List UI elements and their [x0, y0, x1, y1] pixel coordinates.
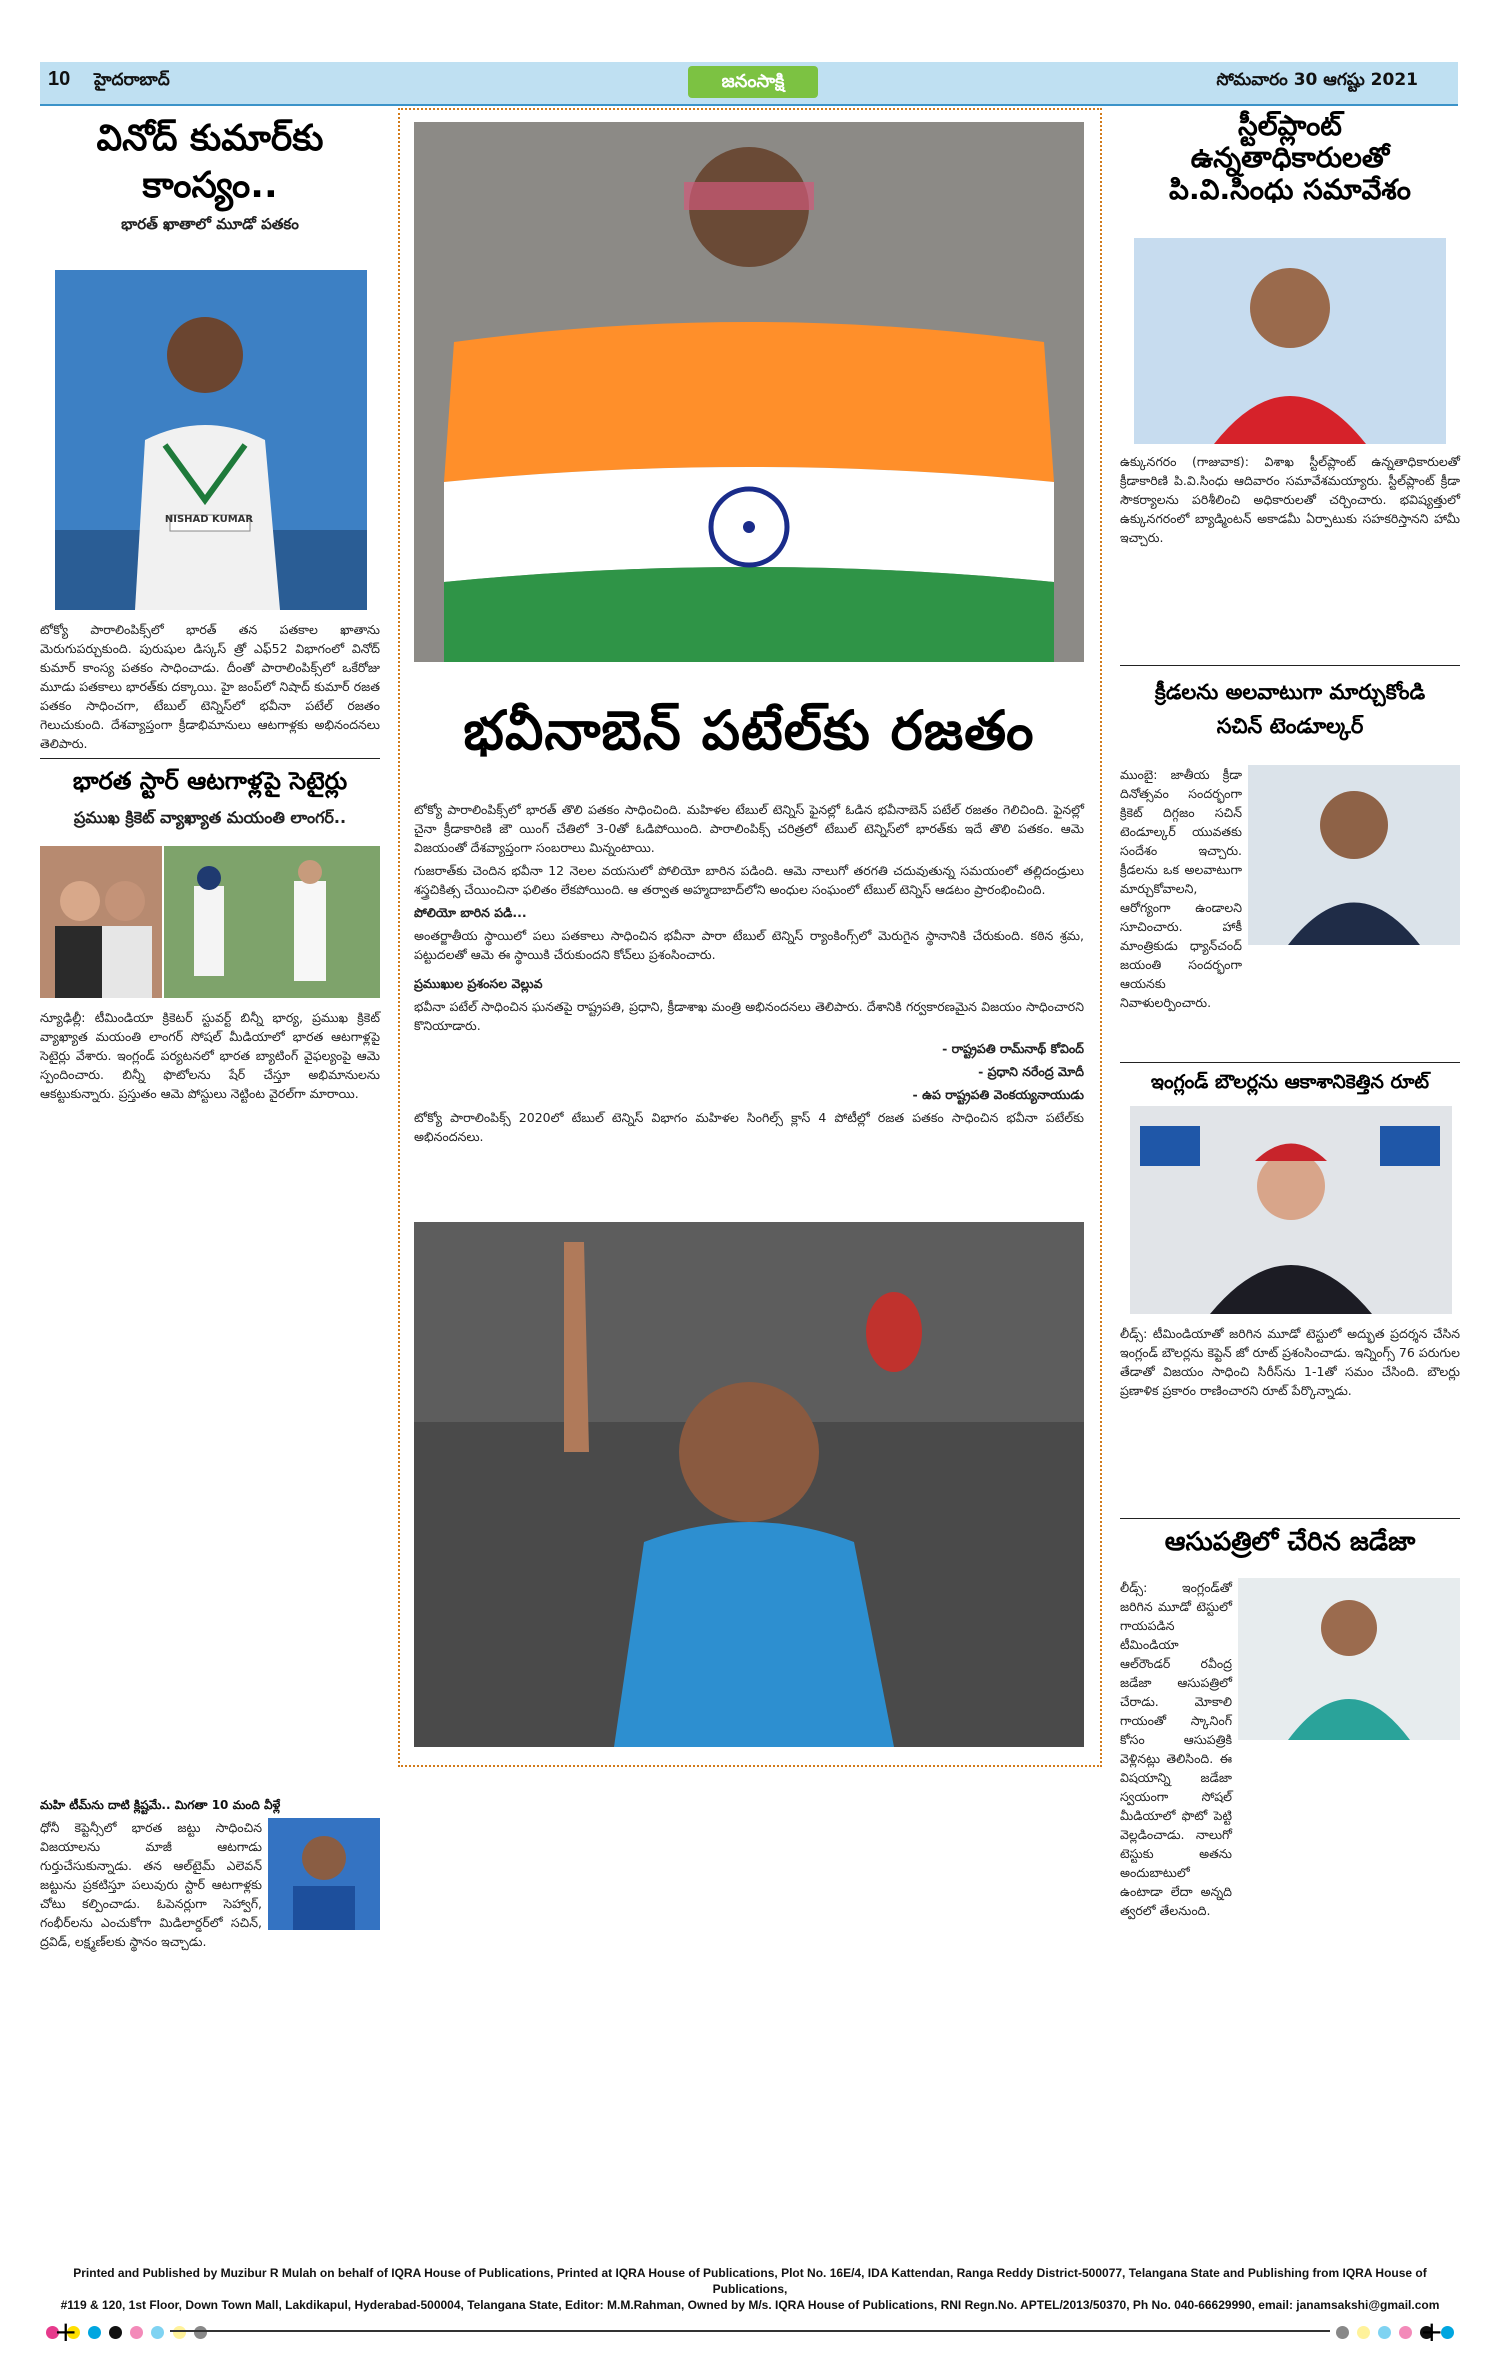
flag-illustration [414, 122, 1084, 662]
center-para3: అంతర్జాతీయ స్థాయిలో పలు పతకాలు సాధించిన భవీనా పారా టేబుల్ టెన్నిస్ ర్యాంకింగ్స్‌లో మెరుగైన స్థానానికి చేరుకుంది. కఠిన శ్రమ, పట్టుదలతో ఆమె ఈ స్థాయికి చేరుకుందని కోచ్‌లు ప్రశంసించారు. [414, 928, 1084, 962]
celebration-illustration [414, 1222, 1084, 1747]
pink-dot [1399, 2326, 1412, 2339]
quote3-attribution: - ఉప రాష్ట్రపతి వెంకయ్యనాయుడు [912, 1087, 1084, 1102]
sub-story-body: ధోనీ కెప్టెన్సీలో భారత జట్టు సాధించిన విజయాలను మాజీ ఆటగాడు గుర్తుచేసుకున్నాడు. తన ఆల్‌టైమ్ ఎలెవన్ జట్టును ప్రకటిస్తూ పలువురు స్టార్ ఆటగాళ్లకు చోటు కల్పించాడు. ఓపెనర్లుగా సెహ్వాగ్, గంభీర్‌లను ఎంచుకోగా మిడిలార్డర్‌లో సచిన్, ద్రవిడ్, లక్ష్మణ్‌లకు స్థానం ఇచ్చాడు. [40, 1820, 262, 1949]
section-divider [1120, 665, 1460, 666]
bhavina-flag-photo [414, 122, 1084, 662]
quote1-attribution: - రాష్ట్రపతి రామ్‌నాథ్ కోవింద్ [942, 1041, 1084, 1056]
pv-sindhu-photo [1134, 238, 1446, 444]
cricket-match-photo [164, 846, 380, 998]
sachin-body-left: ముంబై: జాతీయ క్రీడా దినోత్సవం సందర్భంగా క్రికెట్ దిగ్గజం సచిన్ టెండూల్కర్ యువతకు సందేశం ఇచ్చారు. క్రీడలను ఒక అలవాటుగా మార్చుకోవాలని, ఆరోగ్యంగా ఉండాలని సూచించారు. హాకీ మాంత్రికుడు ధ్యాన్‌చంద్ జయంతి సందర్భంగా ఆయనకు నివాళులర్పించారు. [1120, 767, 1242, 1010]
light-yellow-dot [1357, 2326, 1370, 2339]
sachin-headline-line1: క్రీడలను అలవాటుగా మార్చుకోండి [1154, 680, 1426, 704]
root-body: లీడ్స్: టీమిండియాతో జరిగిన మూడో టెస్టులో అద్భుత ప్రదర్శన చేసిన ఇంగ్లండ్ బౌలర్లను కెప్టెన్ జో రూట్ ప్రశంసించాడు. ఇన్నింగ్స్ 76 పరుగుల తేడాతో విజయం సాధించి సిరీస్‌ను 1-1తో సమం చేసింది. బౌలర్లు ప్రణాళిక ప్రకారం రాణించారని రూట్ పేర్కొన్నాడు. [1120, 1326, 1460, 1398]
sindhu-headline-line1: స్టీల్‌ప్లాంట్ [1238, 109, 1342, 142]
jadeja-photo [1238, 1578, 1460, 1740]
quotes-title: ప్రముఖుల ప్రశంసల వెల్లువ [414, 976, 543, 991]
section-divider [1120, 1518, 1460, 1519]
light-cyan-dot [1378, 2326, 1391, 2339]
quotes-body: భవీనా పటేల్ సాధించిన ఘనతపై రాష్ట్రపతి, ప్రధాని, క్రీడాశాఖ మంత్రి అభినందనలు తెలిపారు. దేశానికి గర్వకారణమైన విజయం సాధించారని కొనియాడారు. [414, 999, 1084, 1033]
couple-illustration [40, 846, 162, 998]
jadeja-headline: ఆసుపత్రిలో చేరిన జడేజా [1164, 1527, 1416, 1557]
sindhu-headline-line3: పి.వి.సింధు సమావేశం [1169, 173, 1411, 207]
left-column [40, 118, 380, 1949]
center-para1: టోక్యో పారాలింపిక్స్‌లో భారత్ తొలి పతకం సాధించింది. మహిళల టేబుల్ టెన్నిస్ ఫైనల్లో ఓడిన భవీనాబెన్ పటేల్ రజతం గెలిచింది. ఫైనల్లో చైనా క్రీడాకారిణి జౌ యింగ్ చేతిలో 3-0తో ఓడిపోయింది. పారాలింపిక్స్ చరిత్రలో టేబుల్ టెన్నిస్‌లో భారత్‌కు ఇదే తొలి పతకం. ఆమె విజయంతో దేశవ్యాప్తంగా సంబరాలు మిన్నంటాయి. [414, 802, 1084, 855]
sindhu-body: ఉక్కునగరం (గాజువాక): విశాఖ స్టీల్‌ప్లాంట్ ఉన్నతాధికారులతో క్రీడాకారిణి పి.వి.సింధు ఆదివారం సమావేశమయ్యారు. స్టీల్‌ప్లాంట్ క్రీడా సౌకర్యాలను పరిశీలించి అధికారులతో చర్చించారు. భవిష్యత్తులో ఉక్కునగరంలో బ్యాడ్మింటన్ అకాడమీ ఏర్పాటుకు సహకరిస్తానని హామీ ఇచ్చారు. [1120, 454, 1460, 545]
story2-subhead: ప్రముఖ క్రికెట్ వ్యాఖ్యాత మయంతి లాంగర్.. [73, 808, 347, 827]
center-section-title: పోలియో బారిన పడి... [414, 905, 527, 920]
dhoni-photo [268, 1818, 380, 1930]
page-number: 10 [48, 68, 71, 90]
cyan-dot [88, 2326, 101, 2339]
athlete-illustration [55, 270, 367, 610]
center-body [414, 800, 1084, 1150]
grey-dot [1336, 2326, 1349, 2339]
right-column [1120, 109, 1460, 1918]
grey-dot [194, 2326, 207, 2339]
story1-body: టోక్యో పారాలింపిక్స్‌లో భారత్ తన పతకాల ఖాతాను మెరుగుపర్చుకుంది. పురుషుల డిస్కస్ త్రో ఎఫ్52 విభాగంలో వినోద్ కుమార్ కాంస్య పతకం సాధించాడు. దీంతో పారాలింపిక్స్‌లో ఒకేరోజు మూడు పతకాలు భారత్‌కు దక్కాయి. హై జంప్‌లో నిషాద్ కుమార్ రజత పతకం సాధించగా, టేబుల్ టెన్నిస్‌లో భవీనా పటేల్ రజతం గెలుచుకుంది. దేశవ్యాప్తంగా క్రీడాభిమానులు ఆటగాళ్లకు అభినందనలు తెలిపారు. [40, 622, 380, 751]
imprint-line1: Printed and Published by Muzibur R Mulah on behalf of IQRA House of Publications, Printed at IQRA House of Publications, Plot No. 16E/4, IDA Kattendan, Ranga Reddy District-500077, Telangana State and Publishing from IQRA House of Publications, [73, 2266, 1427, 2296]
root-headline: ఇంగ్లండ్ బౌలర్లను ఆకాశానికెత్తిన రూట్ [1150, 1071, 1430, 1093]
sub-story-title: మహి టీమ్‌ను దాటి క్లిష్టమే.. మిగతా 10 మంది వీళ్లే [40, 1798, 281, 1812]
quote3-body: టోక్యో పారాలింపిక్స్ 2020లో టేబుల్ టెన్నిస్ విభాగం మహిళల సింగిల్స్ క్లాస్ 4 పోటీల్లో రజత పతకం సాధించిన భవీనా పటేల్‌కు అభినందనలు. [414, 1110, 1084, 1144]
bhavina-celebration-photo [414, 1222, 1084, 1747]
center-headline: భవీనాబెన్ పటేల్‌కు రజతం [463, 699, 1035, 762]
section-divider [1120, 1062, 1460, 1063]
dhoni-illustration [268, 1818, 380, 1930]
mayanti-langer-photo [40, 846, 162, 998]
nishad-kumar-photo [55, 270, 367, 610]
imprint-line2: #119 & 120, 1st Floor, Down Town Mall, Lakdikapul, Hyderabad-500004, Telangana State, Editor: M.M.Rahman, Owned by M/s. IQRA House of Publications, RNI Regn.No. APTEL/2013/50370, Ph No. 040-66629990, email: janamsakshi@gmail.com [60, 2298, 1440, 2312]
pink-dot [130, 2326, 143, 2339]
jadeja-body: లీడ్స్: ఇంగ్లండ్‌తో జరిగిన మూడో టెస్టులో గాయపడిన టీమిండియా ఆల్‌రౌండర్ రవీంద్ర జడేజా ఆసుపత్రిలో చేరాడు. మోకాలి గాయంతో స్కానింగ్ కోసం ఆసుపత్రికి వెళ్లినట్లు తెలిసింది. ఈ విషయాన్ని జడేజా స్వయంగా సోషల్ మీడియాలో ఫొటో పెట్టి వెల్లడించాడు. నాలుగో టెస్టుకు అతను అందుబాటులో ఉంటాడా లేదా అన్నది త్వరలో తేలనుంది. [1120, 1580, 1232, 1918]
masthead-logo: జనంసాక్షి [688, 66, 818, 98]
sachin-illustration [1248, 765, 1460, 945]
section-divider [40, 758, 380, 759]
joe-root-photo [1130, 1106, 1452, 1314]
story1-subhead: భారత్ ఖాతాలో మూడో పతకం [121, 214, 299, 233]
bib-name: NISHAD KUMAR [164, 514, 254, 525]
registration-rule [170, 2330, 1330, 2332]
sachin-photo [1248, 765, 1460, 945]
sindhu-headline-line2: ఉన్నతాధికారులతో [1190, 141, 1390, 175]
root-illustration [1130, 1106, 1452, 1314]
story2-headline: భారత స్టార్ ఆటగాళ్లపై సెటైర్లు [72, 767, 348, 795]
light-cyan-dot [151, 2326, 164, 2339]
jadeja-illustration [1238, 1578, 1460, 1740]
story2-body: న్యూఢిల్లీ: టీమిండియా క్రికెటర్ స్టువర్ట్ బిన్నీ భార్య, ప్రముఖ క్రికెట్ వ్యాఖ్యాత మయంతి లాంగర్ సోషల్ మీడియాలో భారత ఆటగాళ్లపై సెటైర్లు వేశారు. ఇంగ్లండ్ పర్యటనలో భారత బ్యాటింగ్ వైఫల్యంపై ఆమె స్పందించారు. బిన్నీ ఫొటోలను షేర్ చేస్తూ అభిమానులను ఆకట్టుకున్నారు. ప్రస్తుతం ఆమె పోస్టులు నెట్టింట వైరల్‌గా మారాయి. [40, 1010, 380, 1101]
sachin-headline-line2: సచిన్ టెండూల్కర్ [1216, 714, 1364, 738]
story1-headline-line2: కాంస్యం.. [142, 165, 278, 207]
crop-mark-left: + [54, 2315, 78, 2348]
publication-date: సోమవారం 30 ఆగష్టు 2021 [1216, 70, 1418, 90]
crop-mark-right: + [1420, 2315, 1444, 2348]
center-para2: గుజరాత్‌కు చెందిన భవీనా 12 నెలల వయసులో పోలియో బారిన పడింది. ఆమె నాలుగో తరగతి చదువుతున్న సమయంలో తల్లిదండ్రులు శస్త్రచికిత్స చేయించినా ఫలితం లేకపోయింది. ఆ తర్వాత అహ్మదాబాద్‌లోని అంధుల సంఘంలో టేబుల్ టెన్నిస్ ఆడటం ప్రారంభించింది. [414, 863, 1084, 897]
light-yellow-dot [173, 2326, 186, 2339]
page-header [40, 62, 1458, 106]
cricketers-illustration [164, 846, 380, 998]
publisher-imprint [40, 2265, 1460, 2313]
sindhu-illustration [1134, 238, 1446, 444]
story1-headline-line1: వినోద్ కుమార్‌కు [96, 118, 324, 159]
black-dot [109, 2326, 122, 2339]
quote2-attribution: - ప్రధాని నరేంద్ర మోదీ [978, 1064, 1084, 1079]
edition-city: హైదరాబాద్ [94, 70, 170, 90]
